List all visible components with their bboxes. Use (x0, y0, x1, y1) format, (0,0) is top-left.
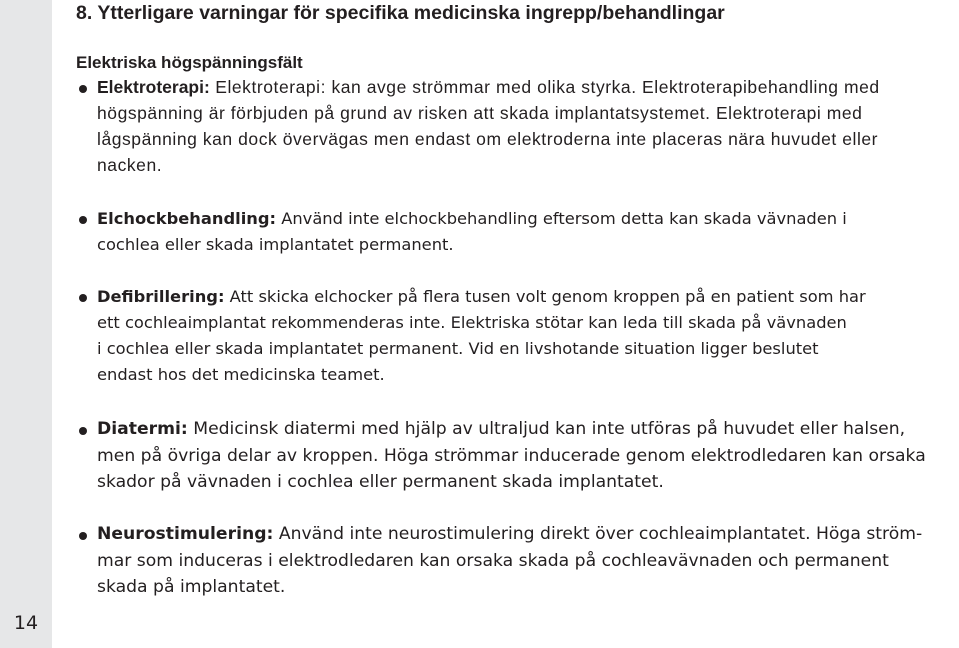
text-line: skador på vävnaden i cochlea eller permanent skada implantatet. (97, 472, 664, 492)
text-line (97, 521, 952, 548)
list-item-elektroterapi (76, 74, 952, 178)
text-line-content: Använd inte neurostimulering direkt över cochleaimplantatet. Höga ström- (273, 524, 923, 544)
bullet-icon (79, 532, 87, 540)
text-line: ett cochleaimplantat rekommenderas inte. Elektriska stötar kan leda till skada på vävnaden (97, 313, 847, 332)
text-line: skada på implantatet. (97, 577, 286, 597)
text-line (97, 416, 952, 443)
text-line-content: Att skicka elchocker på flera tusen volt genom kroppen på en patient som har (224, 287, 866, 306)
bullet-icon (79, 216, 87, 224)
bullet-icon (79, 294, 87, 302)
item-label: Neurostimulering: (97, 524, 274, 544)
text-line-content: Medicinsk diatermi med hjälp av ultraljud kan inte utföras på huvudet eller halsen, (187, 419, 906, 439)
text-line-content: Använd inte elchockbehandling eftersom detta kan skada vävnaden i (276, 209, 847, 228)
text-line: cochlea eller skada implantatet permanent. (97, 235, 454, 254)
text-line: nacken. (97, 155, 163, 175)
list-item-text (97, 416, 952, 496)
text-line (97, 206, 952, 232)
item-label: Diatermi: (97, 419, 188, 439)
list-item-elchockbehandling (76, 206, 952, 258)
text-line (97, 284, 952, 310)
text-line: högspänning är förbjuden på grund av risken att skada implantatsystemet. Elektroterapi med (97, 103, 863, 123)
page-margin (0, 0, 52, 648)
list-item-diatermi (76, 416, 952, 496)
list-item-defibrillering (76, 284, 952, 388)
item-label: Defibrillering: (97, 287, 225, 306)
item-label: Elektroterapi: (97, 77, 210, 97)
list-item-text (97, 74, 952, 178)
section-title: 8. Ytterligare varningar för specifika medicinska ingrepp/behandlingar (76, 2, 725, 24)
text-line: men på övriga delar av kroppen. Höga strömmar inducerade genom elektrodledaren kan orsaka (97, 445, 926, 466)
text-line: mar som induceras i elektrodledaren kan orsaka skada på cochleavävnaden och permanent (97, 550, 889, 571)
list-item-neurostimulering (76, 521, 952, 601)
text-line: i cochlea eller skada implantatet permanent. Vid en livshotande situation ligger beslutet (97, 339, 819, 358)
item-label: Elchockbehandling: (97, 209, 277, 228)
list-item-text (97, 284, 952, 388)
page-number: 14 (13, 612, 39, 634)
subheading-electric-fields: Elektriska högspänningsfält (76, 53, 303, 72)
text-line: endast hos det medicinska teamet. (97, 365, 385, 384)
bullet-icon (79, 427, 87, 435)
list-item-text (97, 521, 952, 601)
bullet-icon (79, 85, 87, 93)
list-item-text (97, 206, 952, 258)
text-line (97, 74, 952, 100)
text-line: lågspänning kan dock övervägas men endast om elektroderna inte placeras nära huvudet eller (97, 129, 879, 149)
text-line-content: Elektroterapi: kan avge strömmar med olika styrka. Elektroterapibehandling med (209, 77, 880, 97)
